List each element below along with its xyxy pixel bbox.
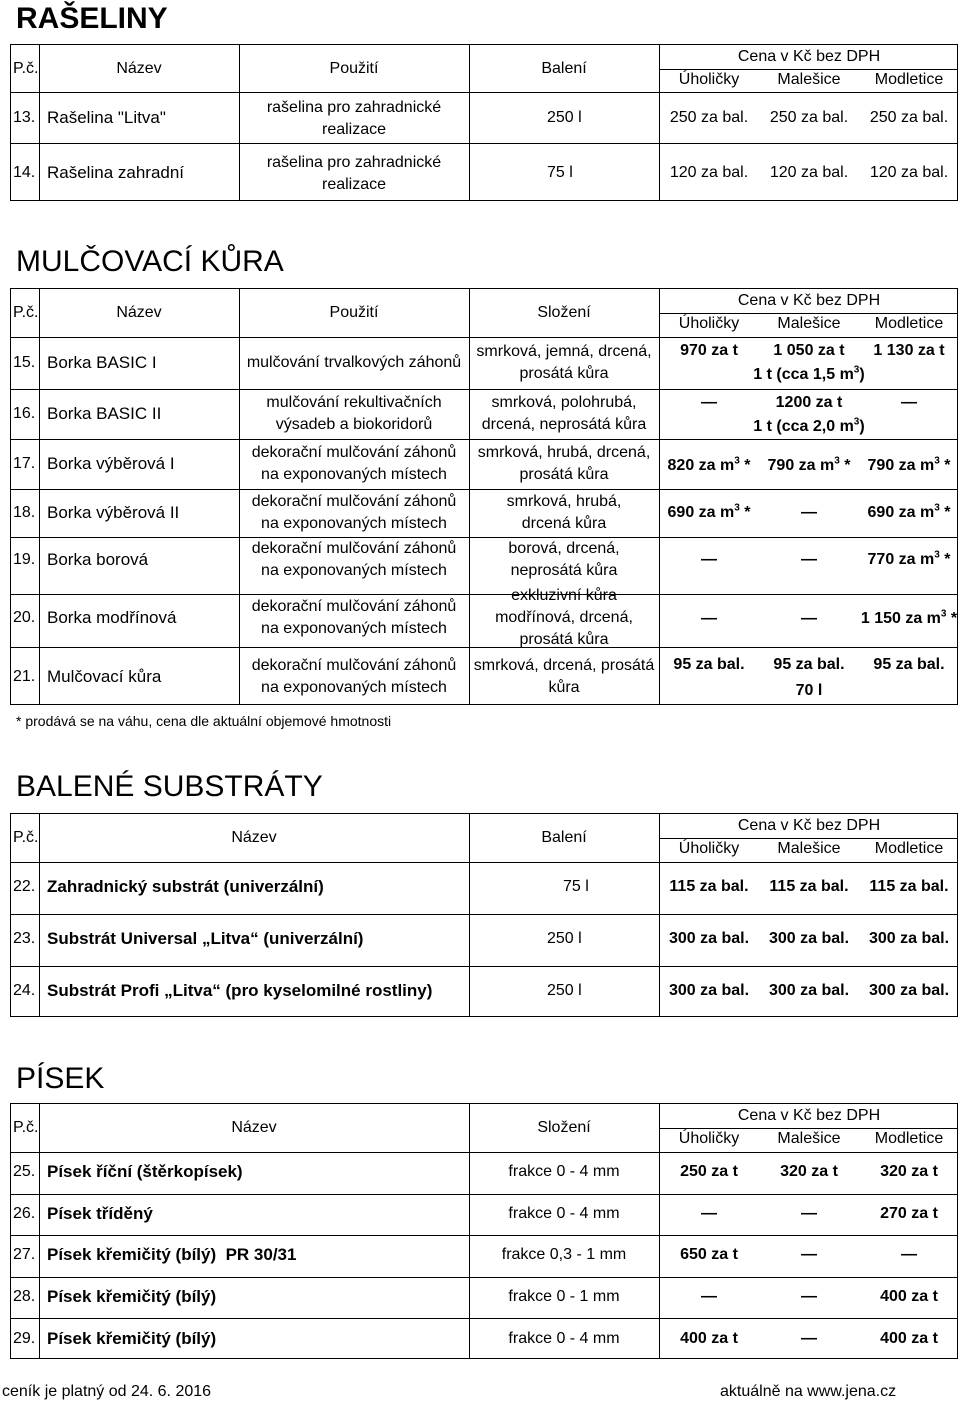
header-cena: Cena v Kč bez DPH — [737, 817, 881, 834]
header-pc: P.č. — [13, 1119, 39, 1136]
row-pouziti: rašelina pro zahradnické — [266, 99, 442, 116]
row-pouziti: na exponovaných místech — [261, 562, 447, 579]
row-slozeni: prosátá kůra — [519, 365, 609, 382]
row-pc: 29. — [13, 1330, 36, 1347]
row-slozeni: frakce 0 - 1 mm — [508, 1288, 620, 1305]
row-nazev: Písek tříděný — [47, 1204, 153, 1223]
header-baleni: Balení — [541, 829, 587, 846]
row-pc: 25. — [13, 1163, 36, 1180]
section-title-kura: MULČOVACÍ KŮRA — [16, 245, 284, 278]
row-pc: 21. — [13, 668, 36, 685]
row-baleni: 75 l — [563, 878, 589, 895]
header-uholicky: Úholičky — [678, 1130, 740, 1147]
row-pouziti: dekorační mulčování záhonů — [251, 444, 457, 461]
row-price-modletice: 320 za t — [880, 1163, 938, 1180]
header-baleni: Balení — [541, 60, 587, 77]
row-price-uholicky: 650 za t — [680, 1246, 738, 1263]
row-pc: 24. — [13, 982, 36, 999]
row-price-uholicky: 95 za bal. — [673, 656, 745, 673]
row-price-malesice: 790 za $m^3$ * — [767, 455, 851, 474]
header-cena: Cena v Kč bez DPH — [737, 1107, 881, 1124]
row-price-modletice: 1 130 za t — [873, 342, 945, 359]
row-pouziti: na exponovaných místech — [261, 515, 447, 532]
row-pouziti: na exponovaných místech — [261, 679, 447, 696]
row-price-uholicky: — — [701, 610, 717, 627]
row-pc: 15. — [13, 354, 36, 371]
row-price-uholicky: 300 za bal. — [668, 982, 750, 999]
row-package-note: 70 l — [795, 682, 823, 699]
row-nazev: Mulčovací kůra — [47, 667, 162, 686]
row-pc: 19. — [13, 551, 36, 568]
row-pc: 17. — [13, 455, 36, 472]
row-slozeni: frakce 0,3 - 1 mm — [501, 1246, 627, 1263]
row-price-modletice: 400 za t — [880, 1288, 938, 1305]
row-baleni: 250 l — [547, 930, 582, 947]
header-malesice: Malešice — [777, 71, 841, 88]
row-nazev: Borka BASIC II — [47, 404, 162, 423]
table-substraty — [10, 813, 958, 1017]
row-price-malesice: 250 za bal. — [769, 109, 849, 126]
row-slozeni: neprosátá kůra — [510, 562, 618, 579]
row-pouziti: dekorační mulčování záhonů — [251, 540, 457, 557]
row-pouziti: mulčování rekultivačních — [266, 394, 442, 411]
row-pouziti: dekorační mulčování záhonů — [251, 657, 457, 674]
table-pisek — [10, 1103, 958, 1359]
header-nazev: Název — [231, 1119, 277, 1136]
row-slozeni: smrková, jemná, drcená, — [476, 343, 652, 360]
row-price-modletice: 690 za $m^3$ * — [867, 502, 951, 521]
row-pc: 14. — [13, 164, 36, 181]
row-price-modletice: 115 za bal. — [869, 878, 949, 895]
row-slozeni: borová, drcená, — [508, 540, 620, 557]
header-slozeni: Složení — [537, 304, 591, 321]
row-slozeni: smrková, drcená, prosátá — [473, 657, 655, 674]
row-pc: 26. — [13, 1205, 36, 1222]
row-pc: 20. — [13, 609, 36, 626]
row-price-malesice: — — [801, 1205, 817, 1222]
header-nazev: Název — [116, 304, 162, 321]
row-slozeni: kůra — [548, 679, 580, 696]
header-uholicky: Úholičky — [678, 71, 740, 88]
header-modletice: Modletice — [874, 71, 944, 88]
row-price-malesice: 95 za bal. — [773, 656, 845, 673]
row-price-modletice: 300 za bal. — [868, 982, 950, 999]
row-nazev: Rašelina "Litva" — [47, 108, 166, 127]
row-slozeni: frakce 0 - 4 mm — [508, 1163, 620, 1180]
row-pc: 27. — [13, 1246, 36, 1263]
row-price-malesice: 120 za bal. — [769, 164, 849, 181]
row-price-malesice: — — [801, 551, 817, 568]
row-nazev: Písek křemičitý (bílý) — [47, 1287, 217, 1306]
row-price-malesice: 115 za bal. — [769, 878, 849, 895]
row-nazev: Rašelina zahradní — [47, 163, 185, 182]
row-weight-note: 1 t (cca 1,5 $m^3$) — [753, 364, 865, 383]
row-price-modletice: — — [901, 394, 917, 411]
row-price-modletice: 250 za bal. — [869, 109, 949, 126]
row-nazev: Borka výběrová I — [47, 454, 175, 473]
row-price-uholicky: 300 za bal. — [668, 930, 750, 947]
row-price-malesice: — — [801, 1288, 817, 1305]
header-cena: Cena v Kč bez DPH — [737, 292, 881, 309]
row-nazev: Borka borová — [47, 550, 149, 569]
row-price-uholicky: — — [701, 394, 717, 411]
row-price-malesice: 320 za t — [780, 1163, 838, 1180]
row-nazev: Borka výběrová II — [47, 503, 180, 522]
row-slozeni: modřínová, drcená, — [495, 609, 633, 626]
section-title-raseliny: RAŠELINY — [16, 2, 168, 35]
header-uholicky: Úholičky — [678, 315, 740, 332]
row-price-modletice: 120 za bal. — [869, 164, 949, 181]
header-nazev: Název — [231, 829, 277, 846]
row-price-uholicky: 970 za t — [680, 342, 738, 359]
row-pouziti: realizace — [321, 121, 387, 138]
row-price-uholicky: — — [701, 1205, 717, 1222]
row-pc: 13. — [13, 109, 36, 126]
row-baleni: 250 l — [547, 982, 582, 999]
header-malesice: Malešice — [777, 315, 841, 332]
header-modletice: Modletice — [874, 1130, 944, 1147]
row-price-malesice: — — [801, 1246, 817, 1263]
footnote: * prodává se na váhu, cena dle aktuální objemové hmotnosti — [16, 713, 392, 729]
footer-validity: ceník je platný od 24. 6. 2016 — [2, 1383, 212, 1400]
header-uholicky: Úholičky — [678, 840, 740, 857]
row-price-uholicky: 690 za $m^3$ * — [667, 502, 751, 521]
row-price-modletice: — — [901, 1246, 917, 1263]
header-malesice: Malešice — [777, 840, 841, 857]
row-pouziti: výsadeb a biokoridorů — [275, 416, 433, 433]
row-pouziti: realizace — [321, 176, 387, 193]
header-nazev: Název — [116, 60, 162, 77]
row-baleni: 250 l — [547, 109, 582, 126]
section-title-pisek: PÍSEK — [16, 1062, 105, 1095]
row-nazev: Písek říční (štěrkopísek) — [47, 1162, 243, 1181]
row-slozeni: smrková, hrubá, — [506, 493, 622, 510]
row-price-modletice: 1 150 za $m^3$ * — [860, 608, 958, 627]
row-pc: 28. — [13, 1288, 36, 1305]
header-modletice: Modletice — [874, 840, 944, 857]
row-price-uholicky: 115 za bal. — [669, 878, 749, 895]
row-price-uholicky: 400 za t — [680, 1330, 738, 1347]
header-pc: P.č. — [13, 60, 39, 77]
row-pouziti: mulčování trvalkových záhonů — [246, 354, 462, 371]
row-slozeni: prosátá kůra — [519, 631, 609, 648]
footer-website: aktuálně na www.jena.cz — [720, 1383, 897, 1400]
header-cena: Cena v Kč bez DPH — [737, 48, 881, 65]
header-slozeni: Složení — [537, 1119, 591, 1136]
row-slozeni: smrková, hrubá, drcená, — [477, 444, 651, 461]
row-slozeni: prosátá kůra — [519, 466, 609, 483]
row-pouziti: dekorační mulčování záhonů — [251, 493, 457, 510]
row-baleni: 75 l — [547, 164, 573, 181]
row-nazev: Písek křemičitý (bílý) — [47, 1329, 217, 1348]
row-nazev: Borka modřínová — [47, 608, 177, 627]
row-nazev: Substrát Profi „Litva“ (pro kyselomilné rostliny) — [47, 981, 433, 1000]
header-pc: P.č. — [13, 829, 39, 846]
row-price-modletice: 300 za bal. — [868, 930, 950, 947]
row-price-uholicky: 250 za bal. — [669, 109, 749, 126]
table-kura — [10, 288, 958, 705]
row-pc: 16. — [13, 405, 36, 422]
row-price-modletice: 790 za $m^3$ * — [867, 455, 951, 474]
row-pouziti: dekorační mulčování záhonů — [251, 598, 457, 615]
row-slozeni: drcená kůra — [521, 515, 607, 532]
row-nazev: Písek křemičitý (bílý) PR 30/31 — [47, 1245, 297, 1264]
header-modletice: Modletice — [874, 315, 944, 332]
row-price-uholicky: — — [701, 1288, 717, 1305]
row-price-malesice: — — [801, 504, 817, 521]
row-price-uholicky: 820 za $m^3$ * — [667, 455, 751, 474]
row-price-modletice: 770 za $m^3$ * — [867, 549, 951, 568]
row-slozeni: exkluzivní kůra — [511, 587, 617, 604]
row-weight-note: 1 t (cca 2,0 $m^3$) — [753, 416, 865, 435]
row-slozeni: frakce 0 - 4 mm — [508, 1330, 620, 1347]
row-price-modletice: 270 za t — [880, 1205, 938, 1222]
row-pouziti: na exponovaných místech — [261, 620, 447, 637]
row-pouziti: rašelina pro zahradnické — [266, 154, 442, 171]
row-price-malesice: 1200 za t — [775, 394, 843, 411]
section-title-substraty: BALENÉ SUBSTRÁTY — [16, 770, 323, 803]
row-nazev: Zahradnický substrát (univerzální) — [47, 877, 324, 896]
row-price-modletice: 400 za t — [880, 1330, 938, 1347]
row-price-uholicky: 120 za bal. — [669, 164, 749, 181]
header-pouziti: Použití — [329, 60, 379, 77]
row-slozeni: frakce 0 - 4 mm — [508, 1205, 620, 1222]
row-pc: 18. — [13, 504, 36, 521]
row-slozeni: drcená, neprosátá kůra — [481, 416, 647, 433]
row-price-malesice: 300 za bal. — [768, 982, 850, 999]
row-nazev: Substrát Universal „Litva“ (univerzální) — [47, 929, 364, 948]
row-slozeni: smrková, polohrubá, — [491, 394, 637, 411]
header-malesice: Malešice — [777, 1130, 841, 1147]
header-pc: P.č. — [13, 304, 39, 321]
row-price-modletice: 95 za bal. — [873, 656, 945, 673]
row-nazev: Borka BASIC I — [47, 353, 157, 372]
row-price-malesice: — — [801, 1330, 817, 1347]
row-price-malesice: 1 050 za t — [773, 342, 845, 359]
row-price-uholicky: 250 za t — [680, 1163, 738, 1180]
row-pc: 22. — [13, 878, 36, 895]
row-price-uholicky: — — [701, 551, 717, 568]
row-price-malesice: — — [801, 610, 817, 627]
table-raseliny — [10, 44, 958, 201]
row-pouziti: na exponovaných místech — [261, 466, 447, 483]
row-pc: 23. — [13, 930, 36, 947]
header-pouziti: Použití — [329, 304, 379, 321]
row-price-malesice: 300 za bal. — [768, 930, 850, 947]
